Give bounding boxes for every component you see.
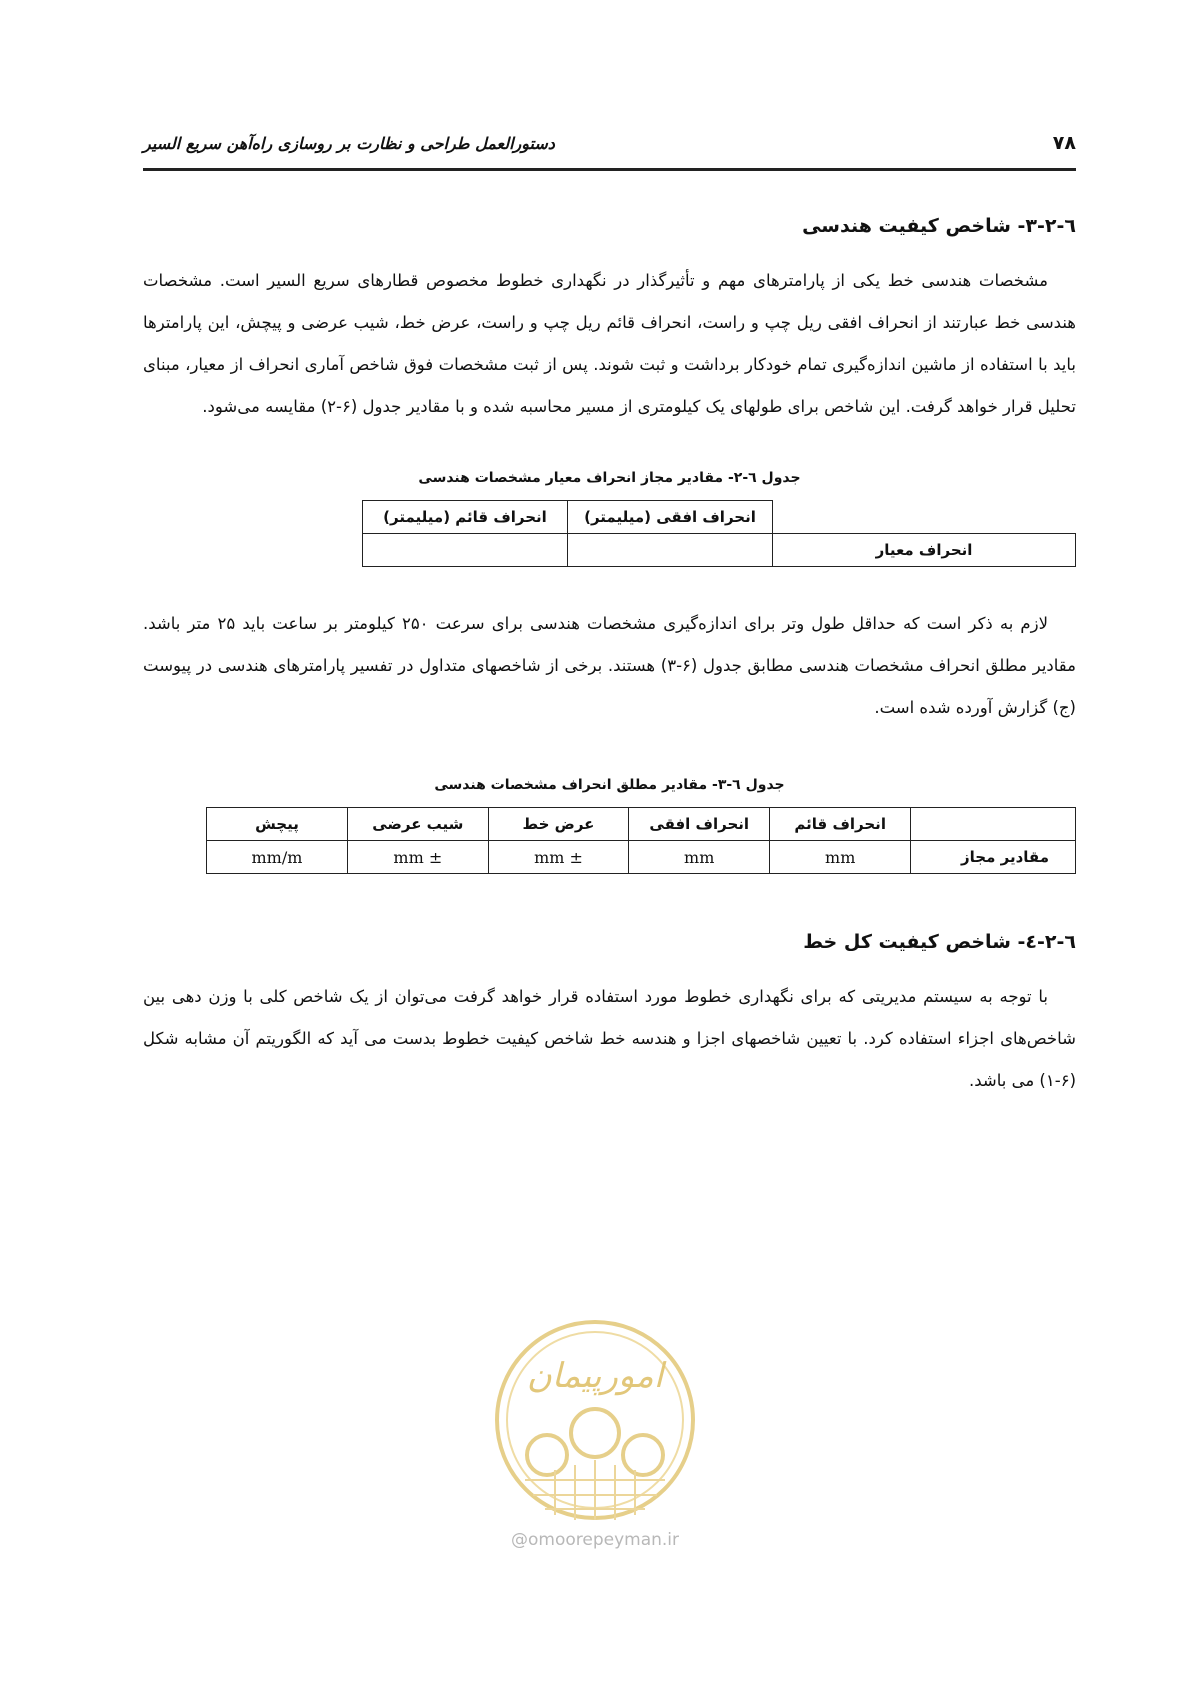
page-header	[143, 128, 1076, 171]
running-title: دستورالعمل طراحی و نظارت بر روسازی راه‌آهن سریع السیر	[143, 134, 555, 153]
section-heading-geometric-quality: ٦-٢-٣- شاخص کیفیت هندسی	[802, 215, 1076, 237]
table-cell: ± mm	[347, 841, 488, 874]
page-number: ۷۸	[1052, 132, 1076, 154]
page-content	[143, 210, 1076, 1102]
table2-caption: جدول ٦-٣- مقادیر مطلق انحراف مشخصات هندسی	[434, 777, 785, 793]
table-cell: mm	[770, 841, 911, 874]
section-heading-overall-quality: ٦-٢-٤- شاخص کیفیت کل خط	[803, 931, 1076, 953]
watermark-site: @omoorepeyman.ir	[510, 1530, 680, 1550]
chord-length-paragraph: لازم به ذکر است که حداقل طول وتر برای اندازه‌گیری مشخصات هندسی برای سرعت ۲۵۰ کیلومتر بر ساعت باید ۲۵ متر باشد. مقادیر مطلق انحراف مشخصات هندسی مطابق جدول (۶-۳) هستند. برخی از شاخصهای متداول در تفسیر پارامترهای هندسی در پیوست (ج) گزارش آورده شده است.	[143, 614, 1076, 717]
table-row	[363, 534, 1076, 567]
table-header-cell: انحراف قائم	[770, 808, 911, 841]
table-row-label: مقادیر مجاز	[911, 841, 1076, 874]
table-header-cell: پیچش	[207, 808, 348, 841]
table-header-cell: انحراف افقی (میلیمتر)	[568, 501, 773, 534]
table-cell	[363, 534, 568, 567]
table-cell: mm/m	[207, 841, 348, 874]
table-header-cell: انحراف قائم (میلیمتر)	[363, 501, 568, 534]
overall-quality-paragraph: با توجه به سیستم مدیریتی که برای نگهداری خطوط مورد استفاده قرار خواهد گرفت می‌توان از یک شاخص کلی با وزن دهی بین شاخص‌های اجزاء استفاده کرد. با تعیین شاخصهای اجزا و هندسه خط شاخص کیفیت خطوط بدست می آید که الگوریتم آن مشابه شکل (۶-۱) می باشد.	[143, 987, 1076, 1090]
table-row	[207, 808, 1076, 841]
watermark-logo	[485, 1315, 705, 1555]
table-header-cell: عرض خط	[488, 808, 629, 841]
table-cell: mm	[629, 841, 770, 874]
table-header-cell: شیب عرضی	[347, 808, 488, 841]
absolute-deviation-table	[206, 807, 1076, 874]
logo-text: امورپیمان	[526, 1356, 664, 1396]
table-header-cell: انحراف افقی	[629, 808, 770, 841]
std-deviation-table	[362, 500, 1076, 567]
table-corner-cell	[911, 808, 1076, 841]
table-cell: ± mm	[488, 841, 629, 874]
table1-caption: جدول ٦-٢- مقادیر مجاز انحراف معیار مشخصات هندسی	[418, 470, 801, 486]
geometric-quality-paragraph: مشخصات هندسی خط یکی از پارامترهای مهم و تأثیرگذار در نگهداری خطوط مخصوص قطارهای سریع السیر است. مشخصات هندسی خط عبارتند از انحراف افقی ریل چپ و راست، انحراف قائم ریل چپ و راست، عرض خط، شیب عرضی و پیچش، این پارامترها باید با استفاده از ماشین اندازه‌گیری تمام خودکار برداشت و ثبت شوند. پس از ثبت مشخصات فوق شاخص آماری انحراف از معیار، مبنای تحلیل قرار خواهد گرفت. این شاخص برای طولهای یک کیلومتری از مسیر محاسبه شده و با مقادیر جدول (۶-۲) مقایسه می‌شود.	[143, 271, 1076, 416]
table-corner-cell	[773, 501, 1076, 534]
table-row-label: انحراف معیار	[773, 534, 1076, 567]
table-row	[363, 501, 1076, 534]
table-row	[207, 841, 1076, 874]
table-cell	[568, 534, 773, 567]
seal-icon	[485, 1315, 705, 1530]
